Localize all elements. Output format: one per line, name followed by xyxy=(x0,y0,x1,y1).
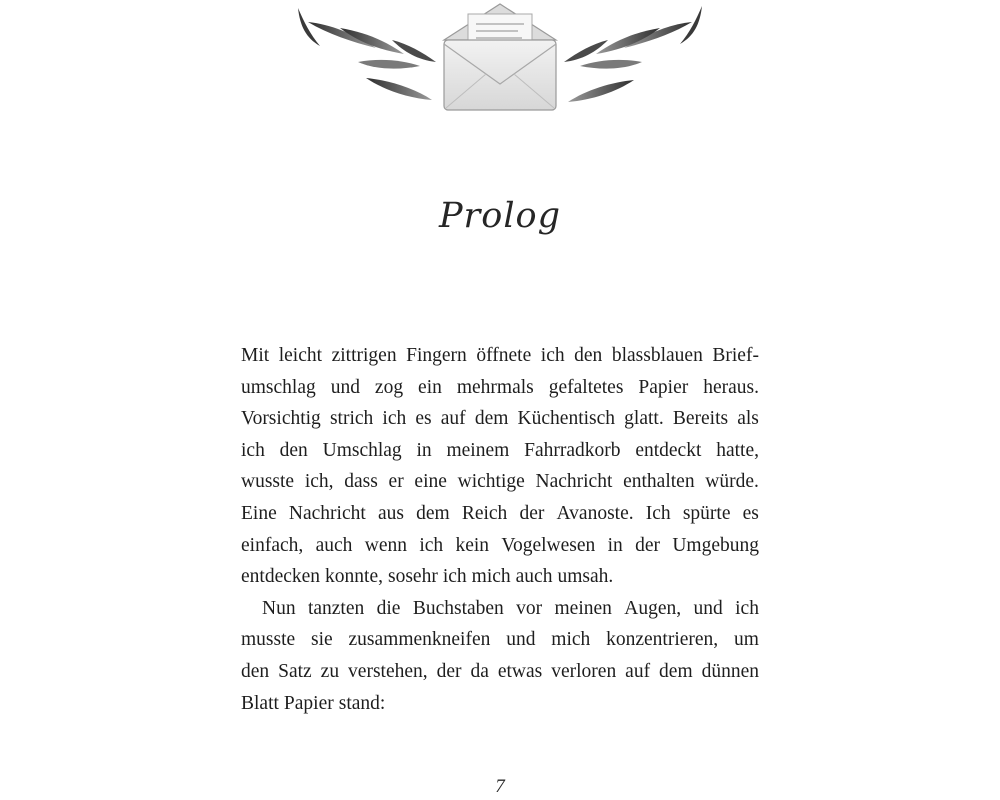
page-number: 7 xyxy=(495,776,505,797)
text-line: ich den Umschlag in meinem Fahrradkorb entdeckt hatte, xyxy=(241,439,759,461)
text-line: einfach, auch wenn ich kein Vogelwesen in der Umgebung xyxy=(241,534,759,556)
text-line: Vorsichtig strich ich es auf dem Küchentisch glatt. Bereits als xyxy=(241,408,759,430)
text-line: Mit leicht zittrigen Fingern öffnete ich den blassblauen Brief- xyxy=(241,345,759,366)
text-line: musste sie zusammenkneifen und mich konzentrieren, um xyxy=(241,629,759,651)
text-line: Nun tanzten die Buchstaben vor meinen Augen, und ich xyxy=(262,597,759,619)
body-text xyxy=(241,340,759,719)
envelope-icon xyxy=(444,4,556,110)
text-line: wusste ich, dass er eine wichtige Nachricht enthalten würde. xyxy=(241,471,759,493)
feather-icon xyxy=(298,8,436,100)
text-line: Blatt Papier stand: xyxy=(241,692,386,714)
text-line: entdecken konnte, sosehr ich mich auch umsah. xyxy=(241,566,614,588)
paragraph xyxy=(241,340,759,593)
paragraph xyxy=(241,593,759,719)
text-line: umschlag und zog ein mehrmals gefaltetes Papier heraus. xyxy=(241,376,759,398)
chapter-title: Prolog xyxy=(438,196,562,236)
text-line: den Satz zu verstehen, der da etwas verloren auf dem dünnen xyxy=(241,660,759,682)
text-line: Eine Nachricht aus dem Reich der Avanoste. Ich spürte es xyxy=(241,502,759,524)
feather-icon xyxy=(564,6,702,102)
chapter-ornament xyxy=(280,0,720,118)
